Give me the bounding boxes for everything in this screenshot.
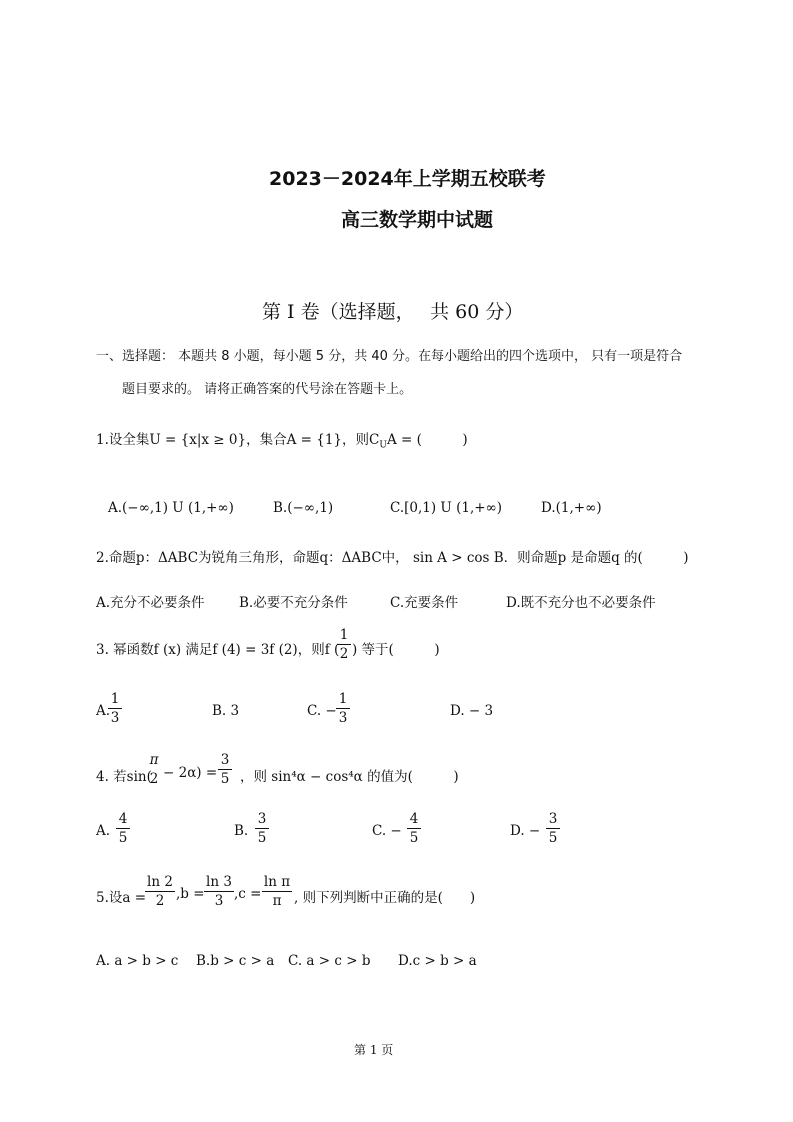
fraction-numerator: ln 2	[147, 874, 173, 890]
question-5-option-c[interactable]: C. a > c > b	[288, 953, 371, 969]
exam-subtitle: 高三数学期中试题	[341, 209, 494, 231]
fraction-bar	[546, 828, 560, 829]
fraction-numerator: 1	[339, 627, 349, 643]
question-4-option-c-label[interactable]: C. −	[372, 823, 402, 839]
question-5-b-label: ,b =	[176, 886, 205, 902]
question-4-fraction-2	[218, 752, 232, 787]
question-3-stem-post: ) 等于( )	[352, 642, 440, 658]
fraction-bar	[336, 708, 350, 709]
question-4-option-b-fraction[interactable]	[255, 811, 269, 846]
question-3-option-c-label[interactable]: C. −	[307, 703, 337, 719]
fraction-denominator: 3	[214, 893, 224, 909]
fraction-numerator: 4	[409, 811, 419, 827]
question-4-option-d-label[interactable]: D. −	[510, 823, 541, 839]
fraction-bar	[108, 708, 122, 709]
fraction-denominator: 2	[149, 771, 159, 787]
fraction-denominator: 2	[155, 893, 165, 909]
fraction-denominator: 5	[257, 830, 267, 846]
fraction-bar	[146, 769, 162, 770]
fraction-numerator: ln 3	[206, 874, 232, 890]
question-4-option-a-fraction[interactable]	[116, 811, 130, 846]
question-3-option-b[interactable]: B. 3	[212, 703, 240, 719]
fraction-numerator: 4	[118, 811, 128, 827]
question-4-fraction-1	[146, 752, 162, 787]
question-5-option-a[interactable]: A. a > b > c	[96, 953, 179, 969]
question-4-option-d-fraction[interactable]	[546, 811, 560, 846]
question-2-option-b[interactable]: B.必要不充分条件	[239, 595, 348, 611]
question-5-stem-post: , 则下列判断中正确的是( )	[294, 890, 476, 906]
page-number: 第 1 页	[354, 1043, 394, 1057]
instructions-line-2: 题目要求的。 请将正确答案的代号涂在答题卡上。	[122, 382, 413, 397]
fraction-denominator: 2	[339, 646, 349, 662]
fraction-bar	[116, 828, 130, 829]
fraction-denominator: 5	[548, 830, 558, 846]
fraction-numerator: 3	[548, 811, 558, 827]
question-2-stem: 2.命题p：ΔABC为锐角三角形，命题q：ΔABC中， sin A > cos B．则命题p 是命题q 的( )	[96, 550, 689, 566]
question-4-option-b-label[interactable]: B.	[234, 823, 249, 839]
question-5-fraction-c	[262, 874, 292, 909]
question-3-option-a-label[interactable]: A.	[96, 703, 111, 719]
question-5-option-b[interactable]: B.b > c > a	[196, 953, 275, 969]
question-5-c-label: ,c =	[234, 886, 262, 902]
fraction-denominator: 3	[110, 710, 120, 726]
fraction-bar	[255, 828, 269, 829]
exam-title: 2023－2024年上学期五校联考	[269, 168, 546, 190]
instructions-line-1: 一、选择题： 本题共 8 小题，每小题 5 分，共 40 分。在每小题给出的四个选项中， 只有一项是符合	[96, 349, 683, 364]
question-5-option-d[interactable]: D.c > b > a	[398, 953, 477, 969]
fraction-bar	[262, 891, 292, 892]
question-4-stem-post: ，则 sin⁴α − cos⁴α 的值为( )	[240, 769, 459, 785]
question-2-option-d[interactable]: D.既不充分也不必要条件	[506, 595, 656, 611]
fraction-numerator: ln π	[263, 874, 291, 890]
fraction-denominator: 5	[409, 830, 419, 846]
fraction-numerator: 1	[110, 691, 120, 707]
fraction-denominator: 5	[220, 771, 230, 787]
question-1-text-end: A = ( )	[386, 432, 468, 448]
fraction-numerator: 1	[338, 691, 348, 707]
question-5-fraction-a	[145, 874, 175, 909]
fraction-bar	[337, 644, 351, 645]
question-1-text: 1.设全集U = {x|x ≥ 0}，集合A = {1}，则C	[96, 432, 380, 448]
question-4-option-c-fraction[interactable]	[407, 811, 421, 846]
question-1-option-c[interactable]: C.[0,1) U (1,+∞)	[390, 500, 503, 516]
fraction-numerator: π	[149, 752, 159, 768]
question-2-option-a[interactable]: A.充分不必要条件	[96, 595, 205, 611]
question-4-stem-mid: − 2α) =	[163, 765, 218, 781]
fraction-bar	[204, 891, 234, 892]
question-3-fraction	[337, 627, 351, 662]
fraction-denominator: 3	[338, 710, 348, 726]
fraction-denominator: 5	[118, 830, 128, 846]
question-3-option-a-fraction[interactable]	[108, 691, 122, 726]
question-3-option-d[interactable]: D. − 3	[450, 703, 494, 719]
fraction-numerator: 3	[220, 752, 230, 768]
question-4-option-a-label[interactable]: A.	[96, 823, 111, 839]
fraction-bar	[145, 891, 175, 892]
fraction-denominator: π	[272, 893, 282, 909]
question-1-option-d[interactable]: D.(1,+∞)	[541, 500, 602, 516]
question-4-stem-pre: 4. 若sin(	[96, 769, 152, 785]
question-1-option-b[interactable]: B.(−∞,1)	[273, 500, 334, 516]
section-heading: 第 I 卷（选择题， 共 60 分）	[262, 301, 524, 323]
question-1-subscript: U	[379, 440, 387, 451]
fraction-bar	[218, 769, 232, 770]
question-3-stem-pre: 3. 幂函数f (x) 满足f (4) = 3f (2)，则f (	[96, 642, 340, 658]
question-2-option-c[interactable]: C.充要条件	[390, 595, 459, 611]
fraction-numerator: 3	[257, 811, 267, 827]
question-1-option-a[interactable]: A.(−∞,1) U (1,+∞)	[108, 500, 234, 516]
fraction-bar	[407, 828, 421, 829]
question-5-fraction-b	[204, 874, 234, 909]
question-1-stem	[96, 428, 468, 451]
question-3-option-c-fraction[interactable]	[336, 691, 350, 726]
question-5-stem-pre: 5.设a =	[96, 890, 147, 906]
